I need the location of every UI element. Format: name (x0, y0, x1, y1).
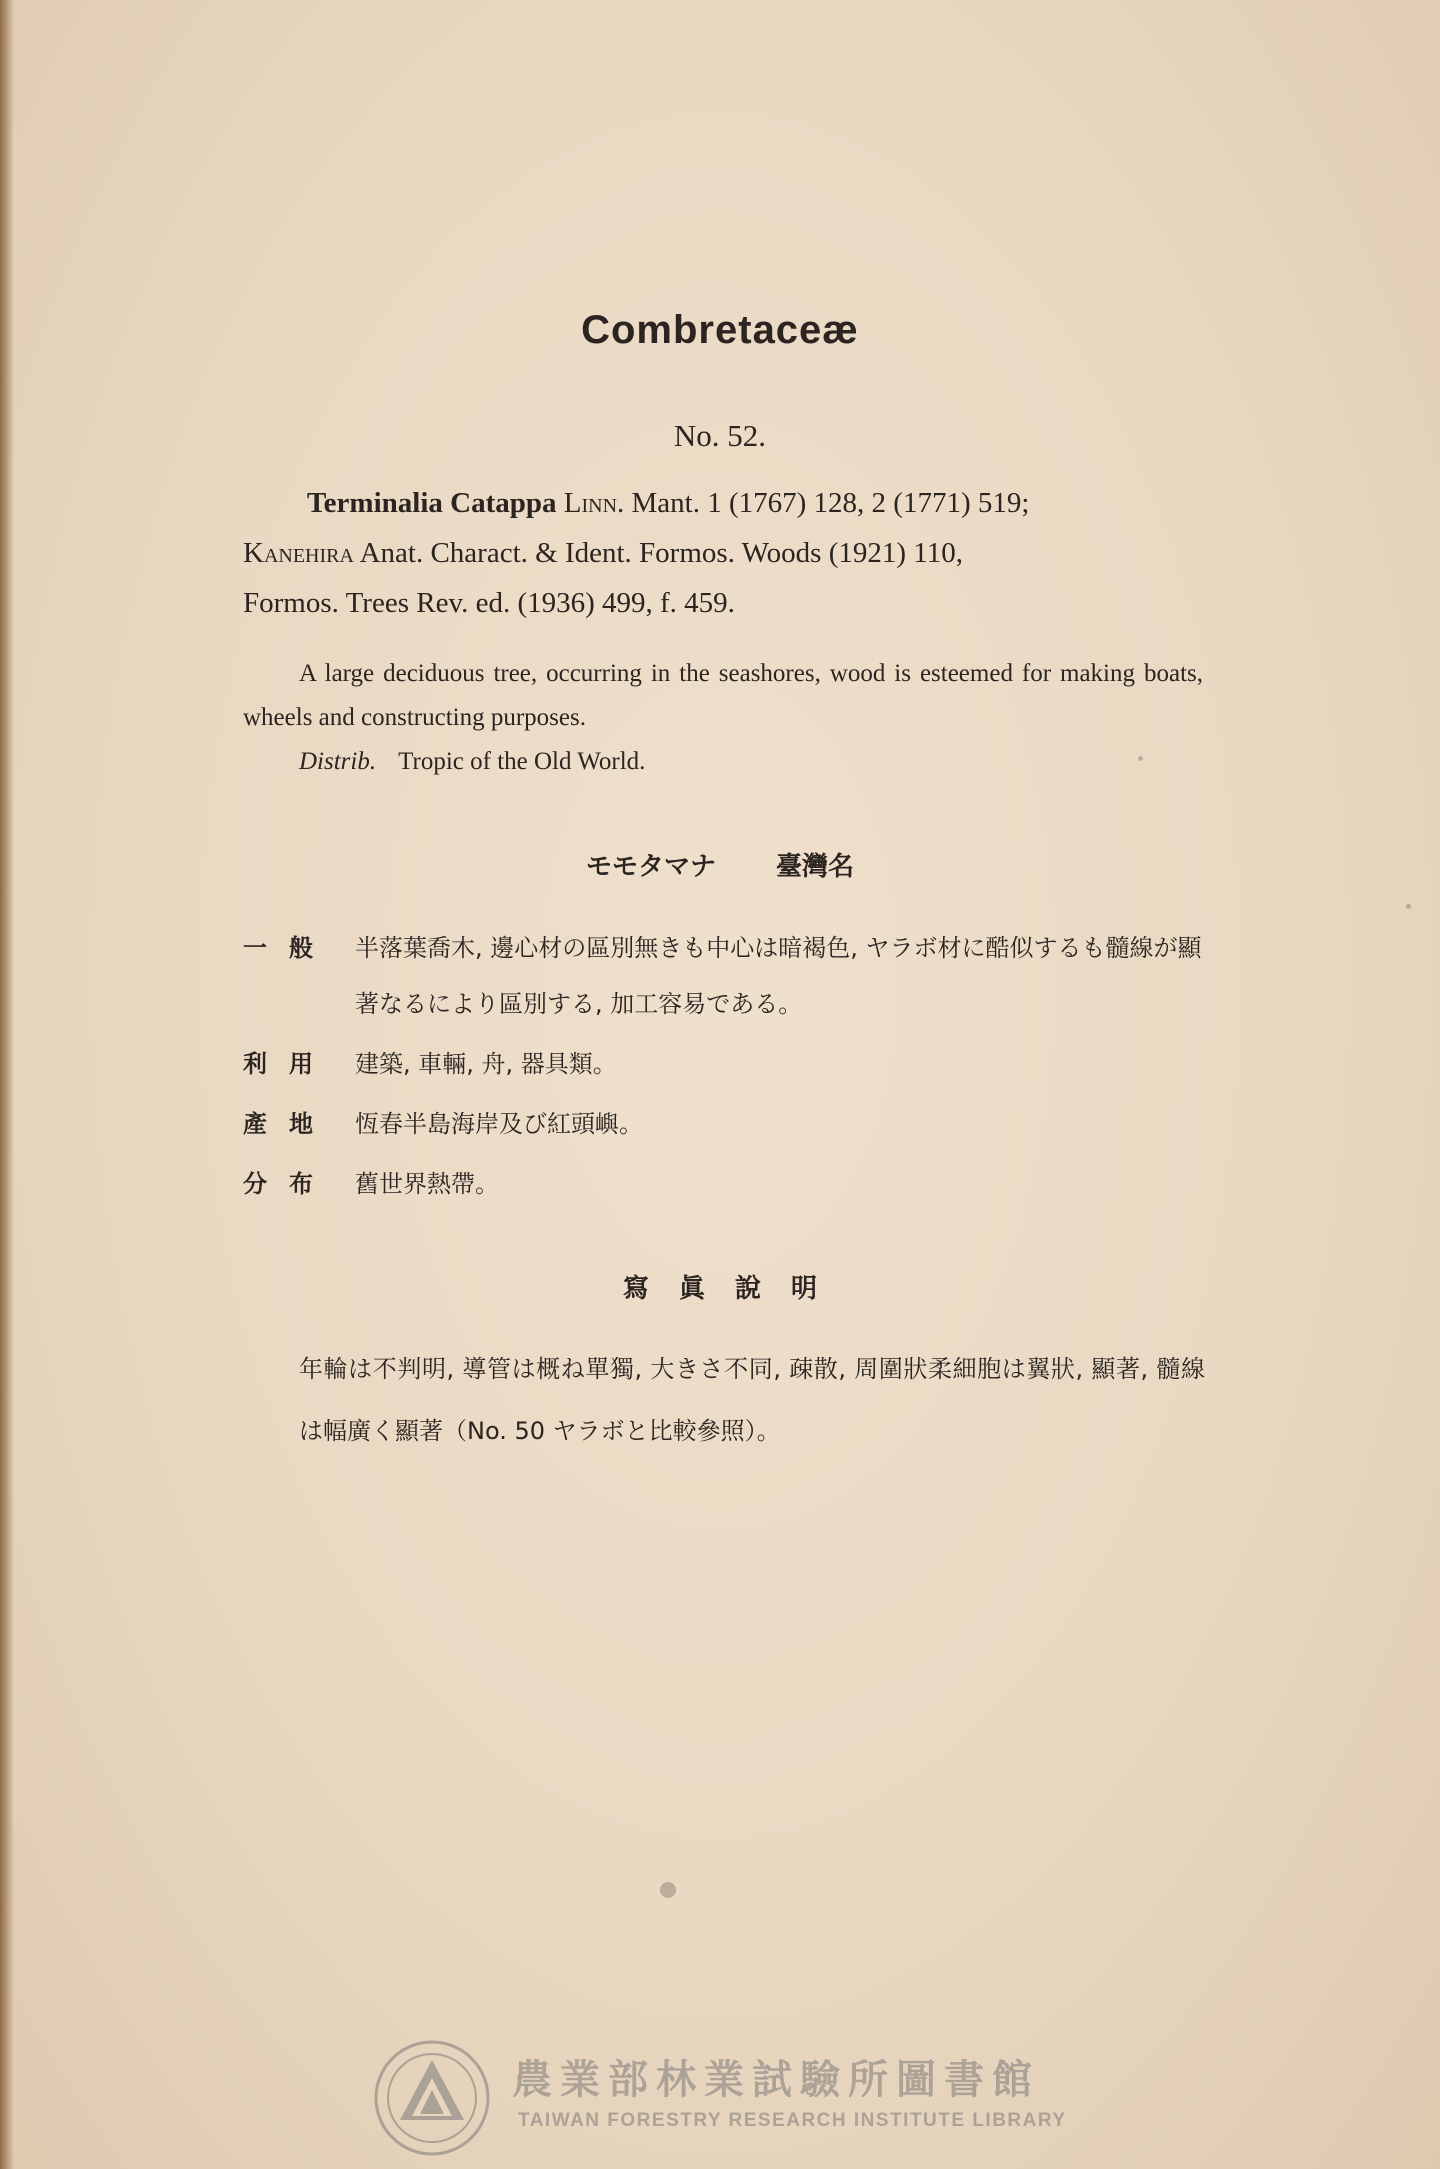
species-name: Terminalia Catappa (307, 487, 557, 519)
detail-row-use (243, 1036, 1213, 1092)
japanese-details (243, 920, 1213, 1216)
detail-label: 產地 (243, 1110, 335, 1138)
detail-label: 一般 (243, 934, 335, 962)
distribution-label: Distrib. (299, 748, 377, 775)
detail-row-general (243, 920, 1213, 1032)
photo-explanation-text (243, 1338, 1205, 1462)
paper-speck (660, 1882, 676, 1898)
paper-speck (1406, 904, 1411, 909)
description-text: A large deciduous tree, occurring in the seashores, wood is esteemed for making boats, wheels and constructing purposes. (243, 660, 1203, 731)
japanese-name-note: 臺灣名 (776, 852, 855, 882)
library-name-english: TAIWAN FORESTRY RESEARCH INSTITUTE LIBRARY (518, 2110, 1067, 2131)
library-seal-icon (372, 2038, 492, 2158)
photo-explanation-body: 年輪は不判明, 導管は概ね單獨, 大きさ不同, 疎散, 周圍狀柔細胞は翼狀, 顯著, 髓線は幅廣く顯著（No. 50 ヤラボと比較參照）。 (299, 1355, 1205, 1445)
japanese-name-heading (0, 846, 1440, 883)
detail-label: 分布 (243, 1170, 335, 1198)
detail-text: 建築, 車輛, 舟, 器具類。 (355, 1050, 617, 1078)
specimen-number: No. 52. (673, 418, 767, 453)
detail-text: 舊世界熱帶。 (355, 1170, 499, 1198)
family-title: Combretaceæ (581, 308, 859, 352)
detail-text: 恆春半島海岸及び紅頭嶼。 (355, 1110, 643, 1138)
detail-row-locality (243, 1096, 1213, 1152)
citation-line-3: Formos. Trees Rev. ed. (1936) 499, f. 459. (243, 587, 735, 619)
citation-reference-2: Anat. Charact. & Ident. Formos. Woods (1921) 110, (359, 537, 963, 569)
paper-speck (1138, 756, 1143, 761)
citation-reference-1: Mant. 1 (1767) 128, 2 (1771) 519; (631, 487, 1030, 519)
photo-explanation-heading: 寫眞說明 (622, 1274, 847, 1304)
english-description (243, 652, 1203, 784)
library-name-chinese: 農業部林業試驗所圖書館 (512, 2057, 1040, 2103)
detail-text: 半落葉喬木, 邊心材の區別無きも中心は暗褐色, ヤラボ材に酷似するも髓線が顯著なるにより區別する, 加工容易である。 (355, 934, 1202, 1018)
citation-line-1 (243, 478, 1203, 528)
citation-author-1: Linn. (563, 487, 625, 519)
citation-line-2 (243, 528, 1203, 578)
distribution-line (243, 740, 1203, 784)
distribution-text: Tropic of the Old World. (398, 748, 646, 775)
citation-block (243, 478, 1203, 628)
japanese-common-name: モモタマナ (585, 852, 716, 882)
citation-author-2: Kanehira (243, 537, 354, 569)
detail-label: 利用 (243, 1050, 335, 1078)
library-watermark (372, 2038, 1092, 2158)
detail-row-distribution (243, 1156, 1213, 1212)
